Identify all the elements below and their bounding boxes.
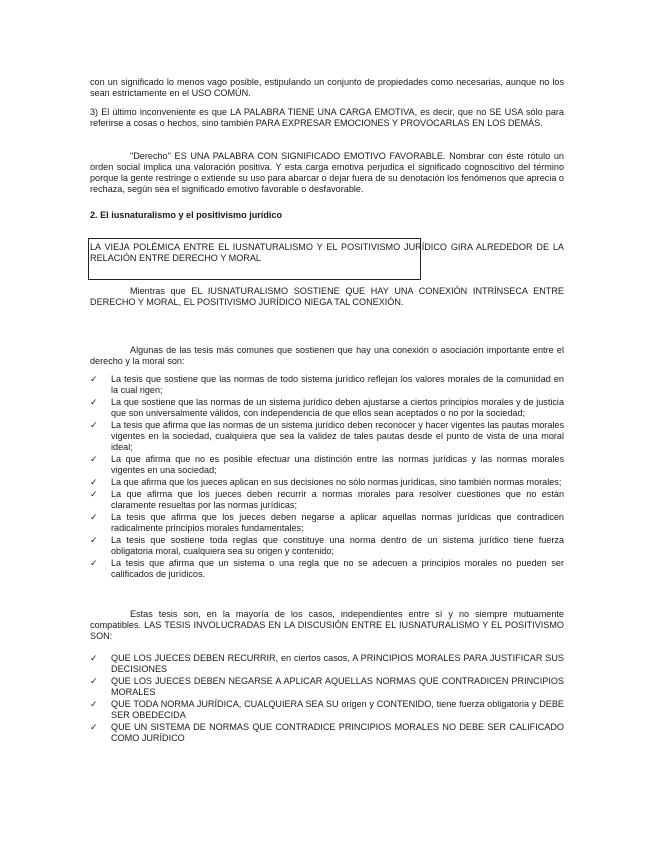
list-item	[90, 489, 564, 511]
paragraph-iusnaturalismo: Mientras que EL IUSNATURALISMO SOSTIENE QUE HAY UNA CONEXIÓN INTRÍNSECA ENTRE DERECHO Y MORAL, EL POSITIVISMO JURÍDICO NIEGA TAL CONEXIÓN.	[90, 286, 564, 307]
paragraph-theses-intro: Algunas de las tesis más comunes que sostienen que hay una conexión o asociación importante entre el derecho y la moral son:	[90, 345, 564, 366]
checkmark-icon: ✓	[90, 676, 98, 686]
debate-theses-list	[90, 653, 564, 745]
list-item-text: QUE LOS JUECES DEBEN RECURRIR, en ciertos casos, A PRINCIPIOS MORALES PARA JUSTIFICAR SUS DECISIONES	[111, 653, 564, 674]
list-item	[90, 420, 564, 453]
checkmark-icon: ✓	[90, 653, 98, 663]
checkmark-icon: ✓	[90, 699, 98, 709]
list-item-text: La tesis que afirma que los jueces deben negarse a aplicar aquellas normas jurídicas que contradicen radicalmente principios morales fundamentales;	[111, 512, 564, 533]
paragraph-continuation: con un significado lo menos vago posible, estipulando un conjunto de propiedades como necesarias, aunque no los sean estrictamente en el USO COMÚN.	[90, 77, 564, 98]
paragraph-third-inconvenience: 3) El último inconveniente es que LA PALABRA TIENE UNA CARGA EMOTIVA, es decir, que no SE USA sólo para referirse a cosas o hechos, sino también PARA EXPRESAR EMOCIONES Y PROVOCARLAS EN LOS DEMÁS.	[90, 107, 564, 128]
list-item	[90, 558, 564, 580]
checkmark-icon: ✓	[90, 489, 98, 499]
list-item-text: QUE UN SISTEMA DE NORMAS QUE CONTRADICE PRINCIPIOS MORALES NO DEBE SER CALIFICADO COMO JURÍDICO	[111, 722, 564, 743]
paragraph-derecho-emotive: "Derecho" ES UNA PALABRA CON SIGNIFICADO EMOTIVO FAVORABLE. Nombrar con éste rótulo un orden social implica una valoración positiva. Y esta carga emotiva perjudica el significado cognoscitivo del término porque la gente restringe o extiende su uso para abarcar o dejar fuera de su denotación los fenómenos que aprecia o rechaza, según sea el significado emotivo favorable o desfavorable.	[90, 151, 564, 194]
checkmark-icon: ✓	[90, 512, 98, 522]
list-item-text: La tesis que sostiene que las normas de todo sistema jurídico reflejan los valores morales de la comunidad en la cual rigen;	[111, 374, 564, 395]
checkmark-icon: ✓	[90, 397, 98, 407]
list-item-text: La que afirma que los jueces deben recurrir a normas morales para resolver cuestiones que no están claramente resueltas por las normas jurídicas;	[111, 489, 564, 510]
checkmark-icon: ✓	[90, 454, 98, 464]
paragraph-theses-summary: Estas tesis son, en la mayoría de los casos, independientes entre sí y no siempre mutuamente compatibles. LAS TESIS INVOLUCRADAS EN LA DISCUSIÓN ENTRE EL IUSNATURALISMO Y EL POSITIVISMO SON:	[90, 609, 564, 641]
list-item	[90, 676, 564, 698]
checkmark-icon: ✓	[90, 558, 98, 568]
list-item	[90, 397, 564, 419]
list-item	[90, 699, 564, 721]
list-item-text: La tesis que sostiene toda reglas que constituye una norma dentro de un sistema jurídico tiene fuerza obligatoria moral, cualquiera sea su origen y contenido;	[111, 535, 564, 556]
list-item-text: QUE LOS JUECES DEBEN NEGARSE A APLICAR AQUELLAS NORMAS QUE CONTRADICEN PRINCIPIOS MORALES	[111, 676, 564, 697]
list-item-text: QUE TODA NORMA JURÍDICA, CUALQUIERA SEA SU origen y CONTENIDO, tiene fuerza obligatoria y DEBE SER OBEDECIDA	[111, 699, 564, 720]
list-item	[90, 454, 564, 476]
list-item-text: La que afirma que los jueces aplican en sus decisiones no sólo normas jurídicas, sino también normas morales;	[111, 477, 562, 487]
boxed-statement: LA VIEJA POLÉMICA ENTRE EL IUSNATURALISMO Y EL POSITIVISMO JURÍDICO GIRA ALREDEDOR DE LA RELACIÓN ENTRE DERECHO Y MORAL	[90, 242, 564, 263]
section-heading: 2. El iusnaturalismo y el positivismo jurídico	[90, 210, 283, 220]
list-item	[90, 653, 564, 675]
list-item-text: La que sostiene que las normas de un sistema jurídico deben ajustarse a ciertos principios morales y de justicia que son universalmente válidos, con independencia de que ellos sean aceptados o no por la sociedad;	[111, 397, 564, 418]
list-item	[90, 512, 564, 534]
checkmark-icon: ✓	[90, 374, 98, 384]
list-item	[90, 477, 564, 488]
checkmark-icon: ✓	[90, 477, 98, 487]
checkmark-icon: ✓	[90, 420, 98, 430]
list-item-text: La tesis que afirma que las normas de un sistema jurídico deben reconocer y hacer vigentes las pautas morales vigentes en la sociedad, cualquiera que sea la validez de tales pautas desde el punto de vista de una moral ideal;	[111, 420, 564, 452]
list-item	[90, 535, 564, 557]
list-item-text: La que afirma que no es posible efectuar una distinción entre las normas jurídicas y las normas morales vigentes en una sociedad;	[111, 454, 564, 475]
checkmark-icon: ✓	[90, 535, 98, 545]
list-item	[90, 374, 564, 396]
checkmark-icon: ✓	[90, 722, 98, 732]
list-item	[90, 722, 564, 744]
list-item-text: La tesis que afirma que un sistema o una regla que no se adecuen a principios morales no pueden ser calificados de jurídicos.	[111, 558, 564, 579]
theses-list	[90, 374, 564, 581]
